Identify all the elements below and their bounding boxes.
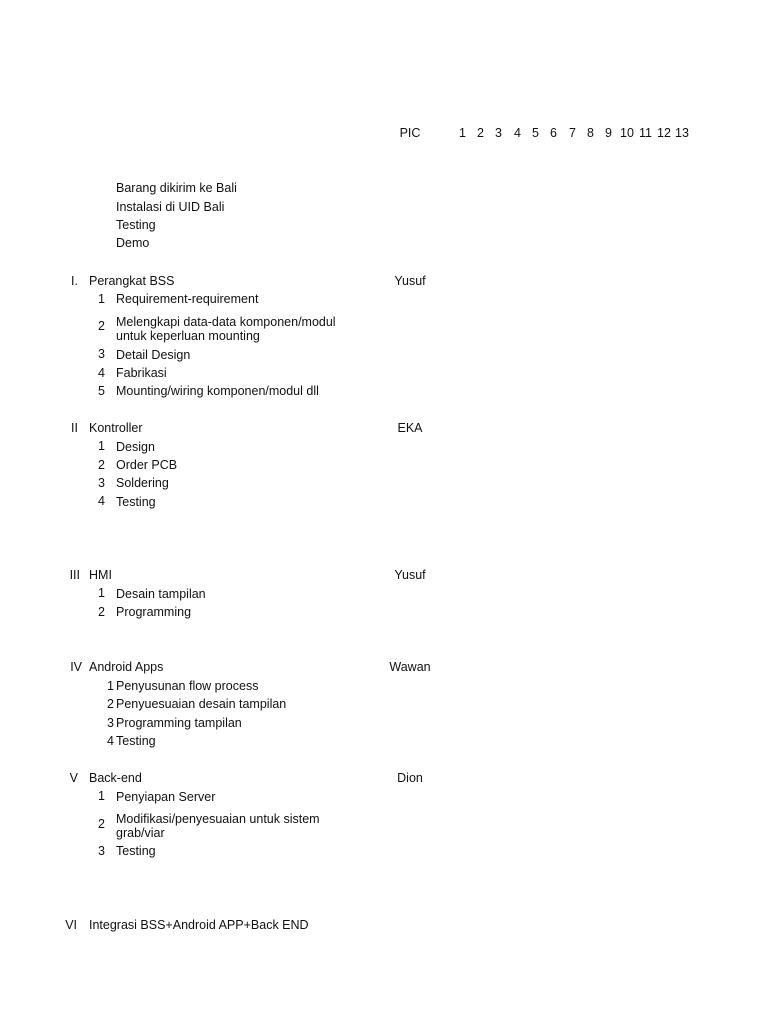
column-header: 8 [587, 126, 594, 140]
task-label: Programming tampilan [116, 716, 242, 730]
task-label: Detail Design [116, 348, 191, 362]
task-label: Testing [116, 734, 156, 748]
pic-header: PIC [399, 126, 421, 140]
section-number: II [71, 421, 78, 435]
column-header: 13 [675, 126, 689, 140]
section-title: Integrasi BSS+Android APP+Back END [89, 918, 309, 932]
section-number: VI [65, 918, 77, 932]
column-header: 10 [620, 126, 634, 140]
section-title: Perangkat BSS [89, 274, 175, 288]
column-header: 1 [459, 126, 466, 140]
column-header: 12 [657, 126, 671, 140]
intro-item: Testing [116, 218, 156, 232]
section-number: I. [71, 274, 78, 288]
task-number: 5 [98, 384, 105, 398]
section-title: Android Apps [89, 660, 164, 674]
section-title: Back-end [89, 771, 142, 785]
task-label: Testing [116, 495, 156, 509]
task-label: Desain tampilan [116, 587, 206, 601]
column-header: 11 [639, 126, 652, 140]
intro-item: Instalasi di UID Bali [116, 200, 225, 214]
column-header: 3 [495, 126, 502, 140]
task-label: Melengkapi data-data komponen/modul untuk keperluan mounting [116, 315, 336, 343]
task-label: Penyuesuaian desain tampilan [116, 697, 287, 711]
task-number: 4 [107, 734, 114, 748]
task-label: Penyiapan Server [116, 790, 216, 804]
task-number: 2 [98, 319, 105, 333]
task-number: 1 [98, 292, 105, 306]
task-number: 1 [98, 586, 105, 600]
task-number: 2 [98, 817, 105, 831]
task-label: Mounting/wiring komponen/modul dll [116, 384, 319, 398]
task-number: 3 [98, 844, 105, 858]
task-label: Soldering [116, 476, 169, 490]
task-label: Programming [116, 605, 192, 619]
section-pic: Wawan [389, 660, 431, 674]
section-number: V [69, 771, 78, 785]
intro-item: Demo [116, 236, 150, 250]
task-label: Order PCB [116, 458, 178, 472]
task-number: 1 [107, 679, 114, 693]
column-header: 7 [569, 126, 576, 140]
column-header: 5 [532, 126, 539, 140]
section-number: IV [70, 660, 82, 674]
task-label: Requirement-requirement [116, 292, 259, 306]
section-title: Kontroller [89, 421, 143, 435]
task-number: 1 [98, 789, 105, 803]
task-label: Design [116, 440, 155, 454]
column-header: 6 [550, 126, 557, 140]
task-label: Penyusunan flow process [116, 679, 259, 693]
column-header: 9 [605, 126, 612, 140]
column-header: 2 [477, 126, 484, 140]
task-label: Fabrikasi [116, 366, 167, 380]
section-title: HMI [89, 568, 112, 582]
task-number: 2 [98, 605, 105, 619]
task-number: 2 [98, 458, 105, 472]
task-number: 3 [98, 476, 105, 490]
task-number: 1 [98, 439, 105, 453]
task-label: Modifikasi/penyesuaian untuk sistem grab/viar [116, 812, 320, 840]
task-number: 2 [107, 697, 114, 711]
task-number: 3 [107, 716, 114, 730]
task-label: Testing [116, 844, 156, 858]
section-number: III [69, 568, 80, 582]
task-number: 4 [98, 366, 105, 380]
task-number: 4 [98, 494, 105, 508]
column-header: 4 [514, 126, 521, 140]
section-pic: Dion [397, 771, 423, 785]
section-pic: Yusuf [394, 274, 426, 288]
section-pic: Yusuf [394, 568, 426, 582]
section-pic: EKA [397, 421, 423, 435]
intro-item: Barang dikirim ke Bali [116, 181, 237, 195]
task-number: 3 [98, 347, 105, 361]
